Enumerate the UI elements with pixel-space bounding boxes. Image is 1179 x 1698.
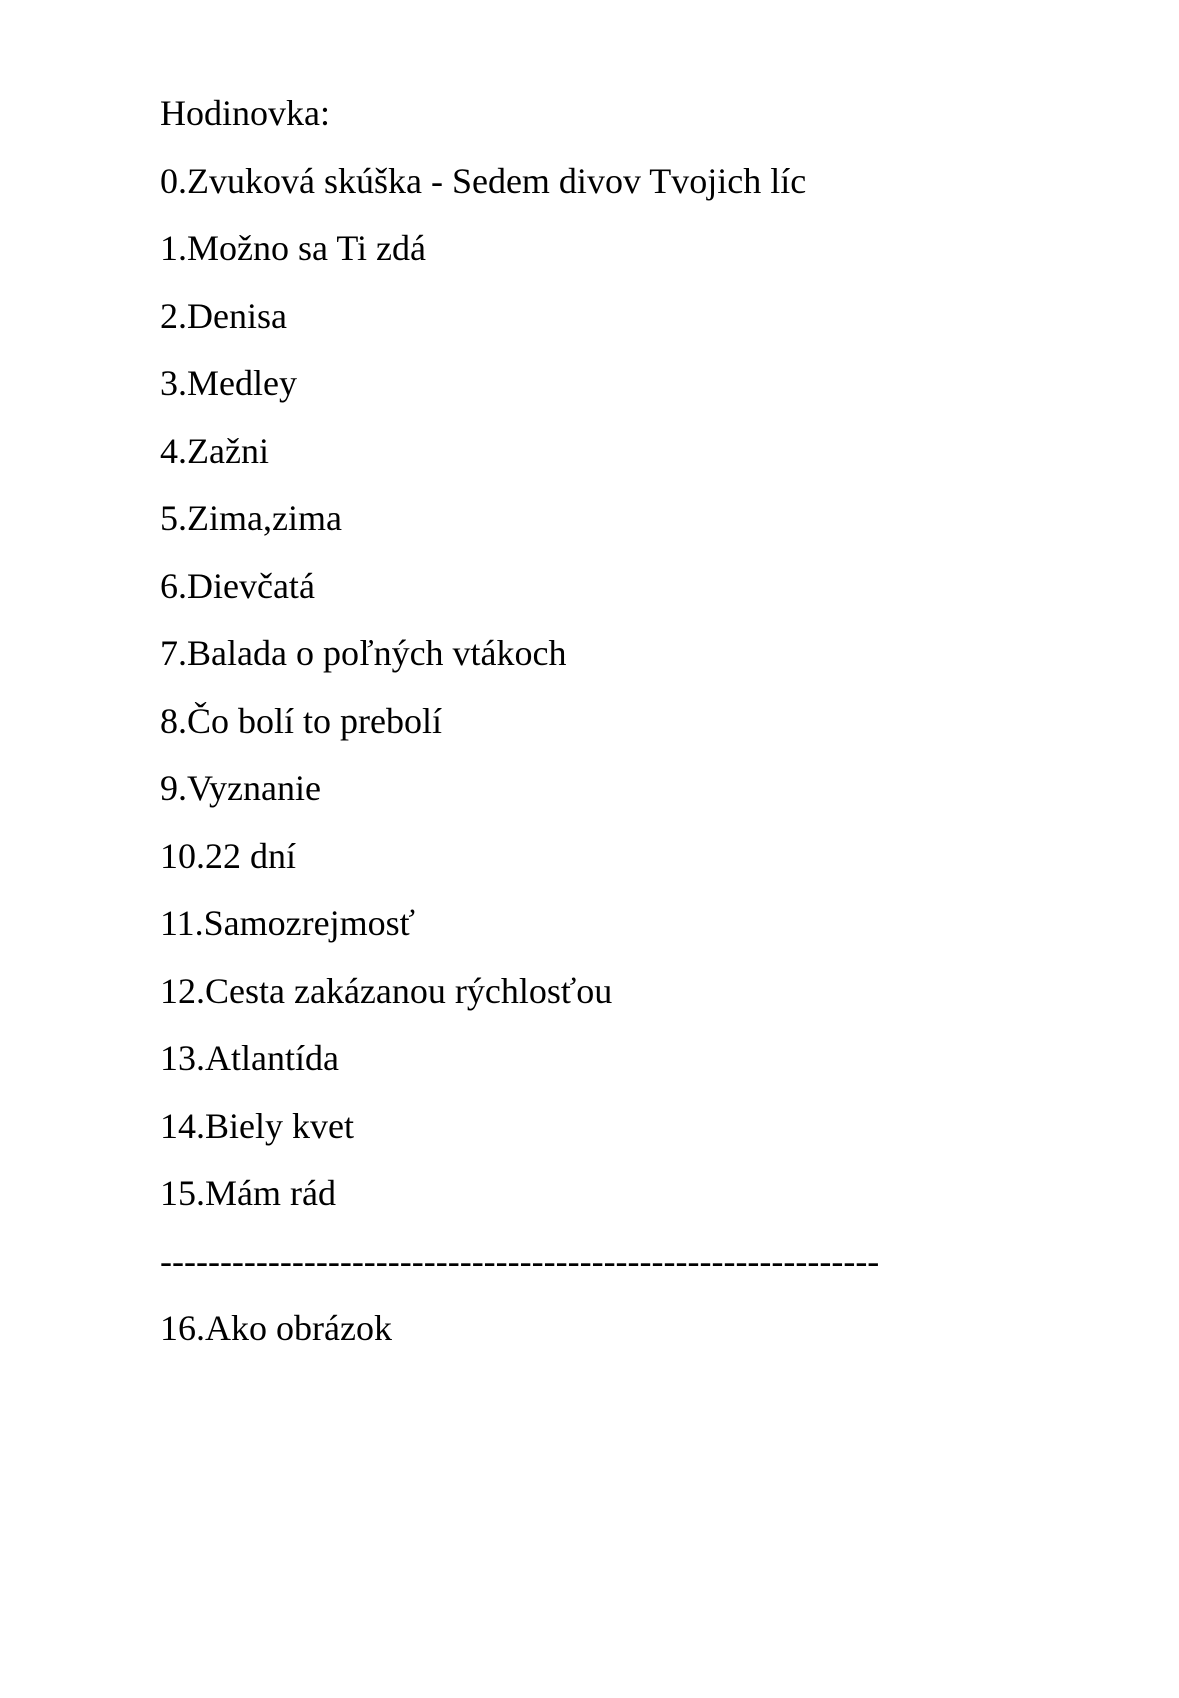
encore-song-item: 16.Ako obrázok xyxy=(160,1308,392,1348)
song-item: 10.22 dní xyxy=(160,835,297,876)
song-item: 5.Zima,zima xyxy=(160,498,342,538)
song-item: 4.Zažni xyxy=(160,430,269,471)
song-item: 12.Cesta zakázanou rýchlosťou xyxy=(160,970,613,1011)
song-item: 7.Balada o poľných vtákoch xyxy=(160,633,567,673)
song-item: 11.Samozrejmosť xyxy=(160,903,416,943)
song-item: 9.Vyznanie xyxy=(160,768,321,808)
song-item: 14.Biely kvet xyxy=(160,1105,354,1146)
song-item: 6.Dievčatá xyxy=(160,565,315,606)
song-item: 15.Mám rád xyxy=(160,1173,336,1213)
song-item: 0.Zvuková skúška - Sedem divov Tvojich líc xyxy=(160,160,807,201)
song-item: 8.Čo bolí to prebolí xyxy=(160,700,442,741)
separator-line: ------------------------------------------------------------ xyxy=(160,1240,880,1281)
song-item: 2.Denisa xyxy=(160,295,287,336)
song-item: 1.Možno sa Ti zdá xyxy=(160,228,427,268)
setlist-heading: Hodinovka: xyxy=(160,93,330,133)
song-item: 3.Medley xyxy=(160,363,297,403)
song-item: 13.Atlantída xyxy=(160,1038,339,1078)
setlist xyxy=(160,80,1120,1363)
